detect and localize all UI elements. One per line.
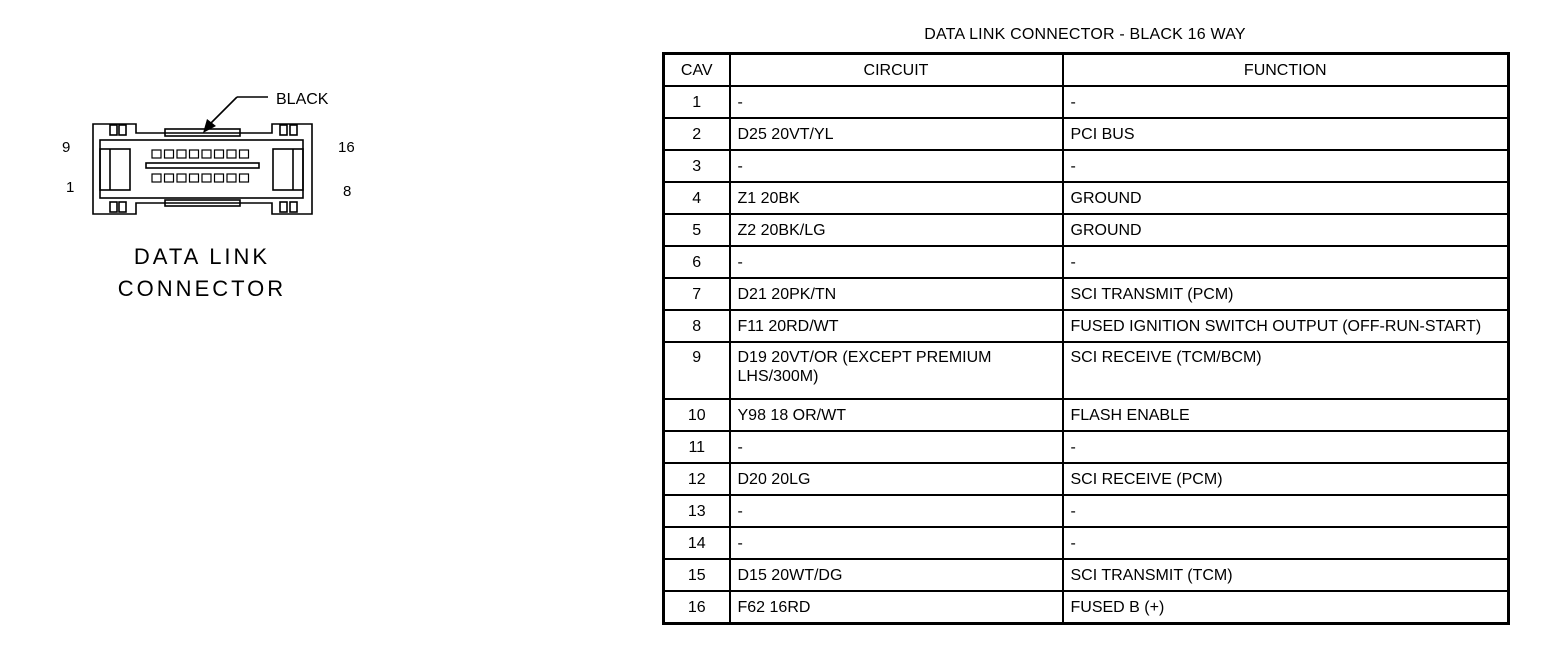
cell-cav: 10 — [664, 399, 730, 431]
pin-label-top-left: 9 — [62, 139, 71, 156]
cell-function: FUSED B (+) — [1063, 591, 1509, 624]
cell-function: SCI TRANSMIT (PCM) — [1063, 278, 1509, 310]
cell-cav: 5 — [664, 214, 730, 246]
header-circuit: CIRCUIT — [730, 54, 1063, 87]
color-callout: BLACK — [276, 91, 329, 108]
table-row — [664, 182, 1509, 214]
table-row — [664, 150, 1509, 182]
cavity — [152, 174, 161, 182]
cell-function: - — [1063, 246, 1509, 278]
cell-circuit: Z1 20BK — [730, 182, 1063, 214]
cell-circuit: D21 20PK/TN — [730, 278, 1063, 310]
cell-cav: 7 — [664, 278, 730, 310]
pinout-table — [662, 52, 1510, 625]
cell-cav: 4 — [664, 182, 730, 214]
cell-circuit: - — [730, 246, 1063, 278]
cell-function: SCI RECEIVE (TCM/BCM) — [1063, 342, 1509, 399]
cell-cav: 15 — [664, 559, 730, 591]
table-row — [664, 86, 1509, 118]
cell-cav: 12 — [664, 463, 730, 495]
table-title: DATA LINK CONNECTOR - BLACK 16 WAY — [924, 26, 1246, 43]
cavity — [240, 174, 249, 182]
cavity — [227, 174, 236, 182]
cavity — [190, 174, 199, 182]
cell-function: - — [1063, 495, 1509, 527]
cell-cav: 13 — [664, 495, 730, 527]
cavity — [240, 150, 249, 158]
connector-body — [93, 124, 312, 214]
pin-label-bottom-left: 1 — [66, 179, 75, 196]
cell-function: SCI RECEIVE (PCM) — [1063, 463, 1509, 495]
cell-cav: 2 — [664, 118, 730, 150]
connector-diagram — [0, 0, 640, 672]
cavity — [202, 174, 211, 182]
table-row — [664, 463, 1509, 495]
cell-circuit: - — [730, 150, 1063, 182]
table-row — [664, 527, 1509, 559]
cell-cav: 9 — [664, 342, 730, 399]
cell-cav: 11 — [664, 431, 730, 463]
cell-circuit: F62 16RD — [730, 591, 1063, 624]
table-row — [664, 118, 1509, 150]
cell-cav: 3 — [664, 150, 730, 182]
connector-cavities — [152, 150, 249, 182]
cell-circuit: F11 20RD/WT — [730, 310, 1063, 342]
cell-function: FLASH ENABLE — [1063, 399, 1509, 431]
cavity — [165, 150, 174, 158]
cell-circuit: D15 20WT/DG — [730, 559, 1063, 591]
cell-cav: 8 — [664, 310, 730, 342]
header-cav: CAV — [664, 54, 730, 87]
cell-function: - — [1063, 431, 1509, 463]
connector-name-line1: DATA LINK — [133, 244, 271, 269]
table-header-row — [664, 54, 1509, 87]
cavity — [152, 150, 161, 158]
table-row — [664, 278, 1509, 310]
table-row — [664, 310, 1509, 342]
cell-circuit: D19 20VT/OR (EXCEPT PREMIUM LHS/300M) — [730, 342, 1063, 399]
cavity — [177, 150, 186, 158]
cell-cav: 14 — [664, 527, 730, 559]
table-row — [664, 342, 1509, 399]
table-row — [664, 431, 1509, 463]
table-row — [664, 246, 1509, 278]
pin-label-bottom-right: 8 — [343, 183, 352, 200]
callout-arrow — [203, 97, 268, 133]
cell-function: FUSED IGNITION SWITCH OUTPUT (OFF-RUN-START) — [1063, 310, 1509, 342]
pin-label-top-right: 16 — [338, 139, 355, 156]
cavity — [227, 150, 236, 158]
cell-circuit: - — [730, 527, 1063, 559]
cell-circuit: Z2 20BK/LG — [730, 214, 1063, 246]
table-row — [664, 495, 1509, 527]
cell-function: - — [1063, 150, 1509, 182]
cell-circuit: D20 20LG — [730, 463, 1063, 495]
cell-function: PCI BUS — [1063, 118, 1509, 150]
cell-circuit: - — [730, 495, 1063, 527]
cell-function: - — [1063, 527, 1509, 559]
cell-cav: 16 — [664, 591, 730, 624]
cell-function: GROUND — [1063, 182, 1509, 214]
table-row — [664, 214, 1509, 246]
table-row — [664, 399, 1509, 431]
connector-name-line2: CONNECTOR — [117, 276, 287, 301]
cell-function: SCI TRANSMIT (TCM) — [1063, 559, 1509, 591]
cavity — [165, 174, 174, 182]
cell-cav: 6 — [664, 246, 730, 278]
cell-cav: 1 — [664, 86, 730, 118]
cell-circuit: - — [730, 431, 1063, 463]
cavity — [215, 150, 224, 158]
header-function: FUNCTION — [1063, 54, 1509, 87]
cell-function: - — [1063, 86, 1509, 118]
table-row — [664, 591, 1509, 624]
cavity — [202, 150, 211, 158]
table-row — [664, 559, 1509, 591]
cell-circuit: D25 20VT/YL — [730, 118, 1063, 150]
cell-function: GROUND — [1063, 214, 1509, 246]
cavity — [190, 150, 199, 158]
cell-circuit: Y98 18 OR/WT — [730, 399, 1063, 431]
cavity — [215, 174, 224, 182]
cavity — [177, 174, 186, 182]
cell-circuit: - — [730, 86, 1063, 118]
